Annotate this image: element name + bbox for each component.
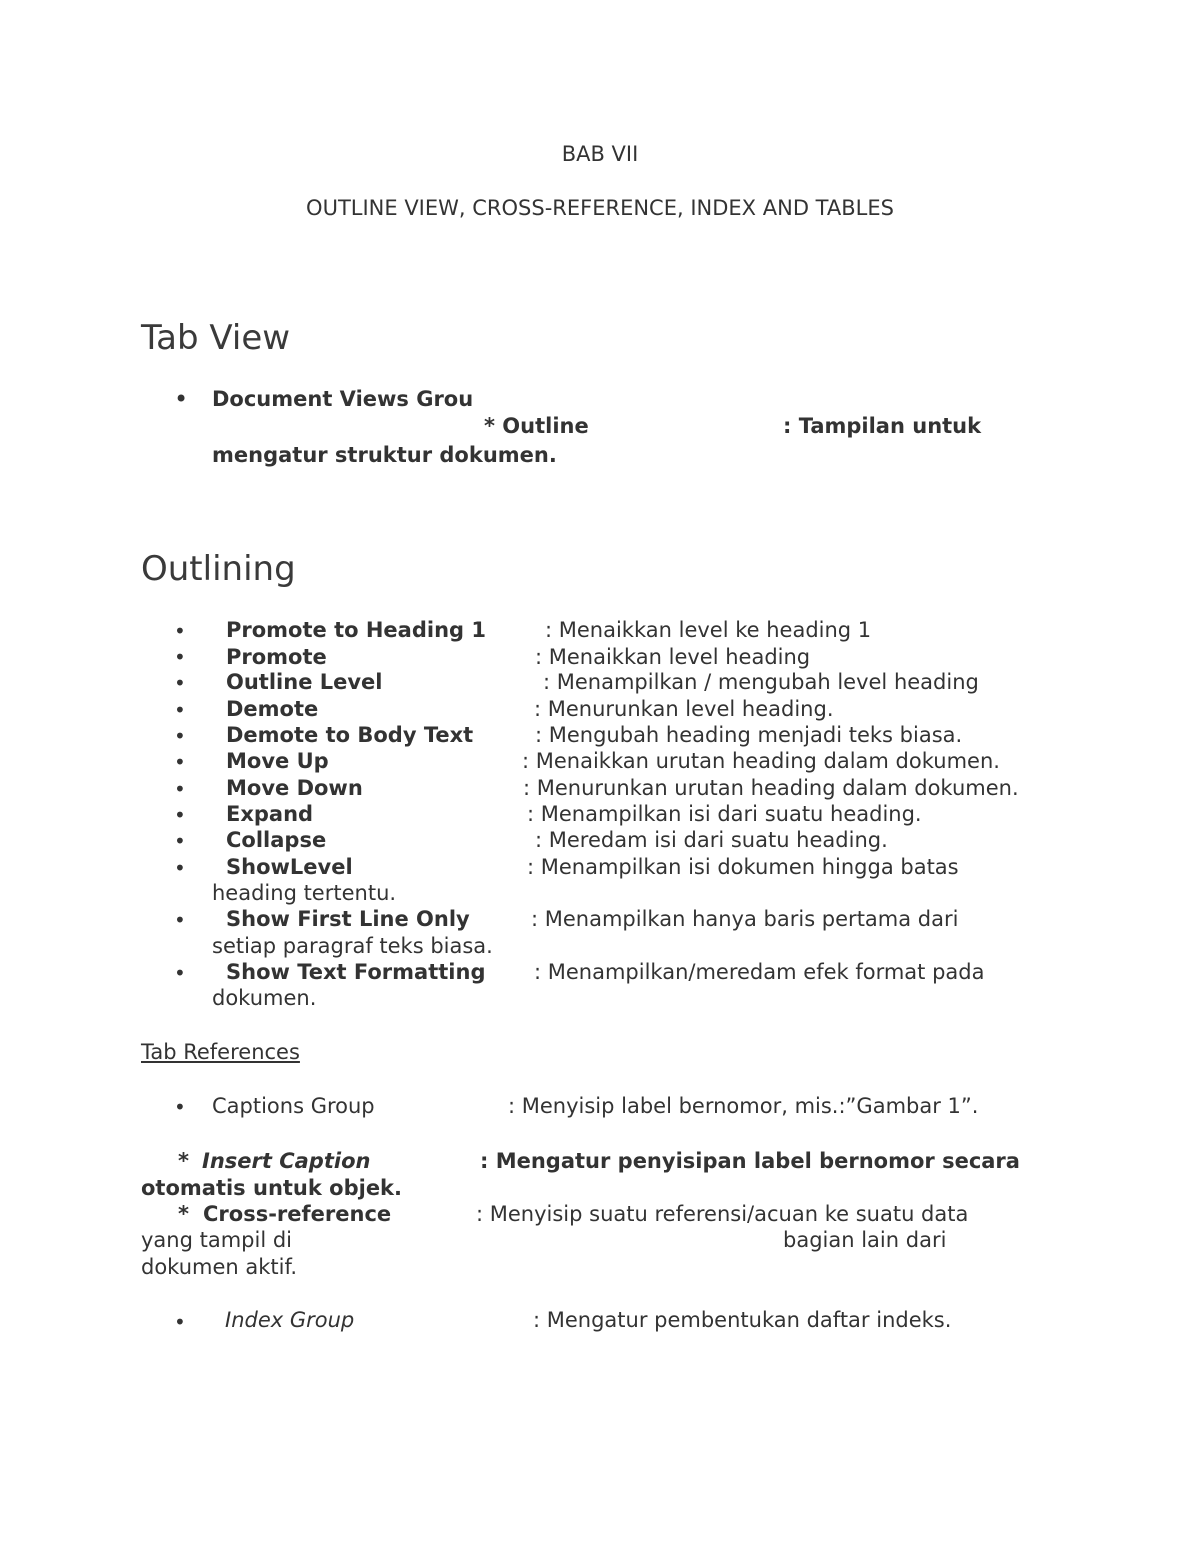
bullet-icon: • (174, 777, 186, 801)
bullet-icon: • (174, 803, 186, 827)
list-item-label: Promote to Heading 1 (226, 618, 486, 642)
cross-reference-desc: : Menyisip suatu referensi/acuan ke suatu data (476, 1202, 969, 1226)
list-item-desc-cont: heading tertentu. (212, 881, 397, 905)
list-item-label: Expand (226, 802, 314, 826)
list-item-desc: : Menampilkan isi dokumen hingga batas (527, 855, 959, 879)
chapter-subtitle: OUTLINE VIEW, CROSS-REFERENCE, INDEX AND TABLES (306, 196, 894, 220)
list-item-desc: : Menaikkan level ke heading 1 (545, 618, 872, 642)
outline-item-label: * Outline (484, 414, 589, 438)
list-item-label: Demote (226, 697, 319, 721)
bullet-icon: • (174, 619, 186, 643)
bullet-icon: • (174, 829, 186, 853)
list-item-label: Outline Level (226, 670, 383, 694)
bullet-icon: • (174, 856, 186, 880)
cross-reference-marker: * (178, 1202, 189, 1226)
list-item-label: Show Text Formatting (226, 960, 486, 984)
tab-references-heading: Tab References (141, 1040, 300, 1064)
captions-group-label: Captions Group (212, 1094, 375, 1118)
list-item-desc: : Meredam isi dari suatu heading. (535, 828, 888, 852)
bullet-icon: • (174, 908, 186, 932)
list-item-desc-cont: setiap paragraf teks biasa. (212, 934, 493, 958)
captions-group-desc: : Menyisip label bernomor, mis.:”Gambar 1”. (508, 1094, 979, 1118)
list-item-label: Move Up (226, 749, 329, 773)
index-group-label: Index Group (225, 1308, 355, 1332)
insert-caption-desc-cont: otomatis untuk objek. (141, 1176, 403, 1200)
insert-caption-marker: * (178, 1149, 189, 1173)
bullet-icon: • (174, 1310, 186, 1334)
outline-item-desc-cont: mengatur struktur dokumen. (212, 443, 557, 467)
list-item-desc: : Menampilkan isi dari suatu heading. (527, 802, 922, 826)
cross-reference-desc-cont: bagian lain dari (783, 1228, 947, 1252)
list-item-desc: : Menampilkan hanya baris pertama dari (531, 907, 959, 931)
chapter-title: BAB VII (561, 142, 639, 166)
bullet-icon: • (174, 1095, 186, 1119)
list-item-desc: : Mengubah heading menjadi teks biasa. (535, 723, 963, 747)
list-item-label: Collapse (226, 828, 327, 852)
bullet-icon: • (174, 724, 186, 748)
list-item-desc: : Menampilkan/meredam efek format pada (534, 960, 985, 984)
list-item-label: Promote (226, 645, 327, 669)
list-item-label: Move Down (226, 776, 363, 800)
list-item-desc: : Menampilkan / mengubah level heading (543, 670, 979, 694)
outlining-heading: Outlining (141, 549, 296, 589)
list-item-label: Demote to Body Text (226, 723, 474, 747)
list-item-desc: : Menaikkan level heading (535, 645, 811, 669)
index-group-desc: : Mengatur pembentukan daftar indeks. (533, 1308, 952, 1332)
outline-item-desc: : Tampilan untuk (783, 414, 982, 438)
bullet-icon: • (174, 645, 186, 669)
bullet-icon: • (174, 750, 186, 774)
list-item-desc: : Menurunkan level heading. (534, 697, 834, 721)
cross-reference-desc-cont: dokumen aktif. (141, 1255, 298, 1279)
list-item-desc: : Menurunkan urutan heading dalam dokumen. (523, 776, 1019, 800)
insert-caption-desc: : Mengatur penyisipan label bernomor secara (480, 1149, 1020, 1173)
bullet-icon: • (174, 385, 189, 413)
tab-view-heading: Tab View (141, 318, 291, 358)
list-item-label: Show First Line Only (226, 907, 470, 931)
list-item-desc-cont: dokumen. (212, 986, 317, 1010)
bullet-icon: • (174, 961, 186, 985)
bullet-icon: • (174, 671, 186, 695)
document-views-group-label: Document Views Grou (212, 387, 474, 411)
cross-reference-label: Cross-reference (203, 1202, 392, 1226)
insert-caption-label: Insert Caption (202, 1149, 371, 1173)
cross-reference-desc-cont: yang tampil di (141, 1228, 293, 1252)
bullet-icon: • (174, 698, 186, 722)
list-item-desc: : Menaikkan urutan heading dalam dokumen. (522, 749, 1000, 773)
list-item-label: ShowLevel (226, 855, 353, 879)
